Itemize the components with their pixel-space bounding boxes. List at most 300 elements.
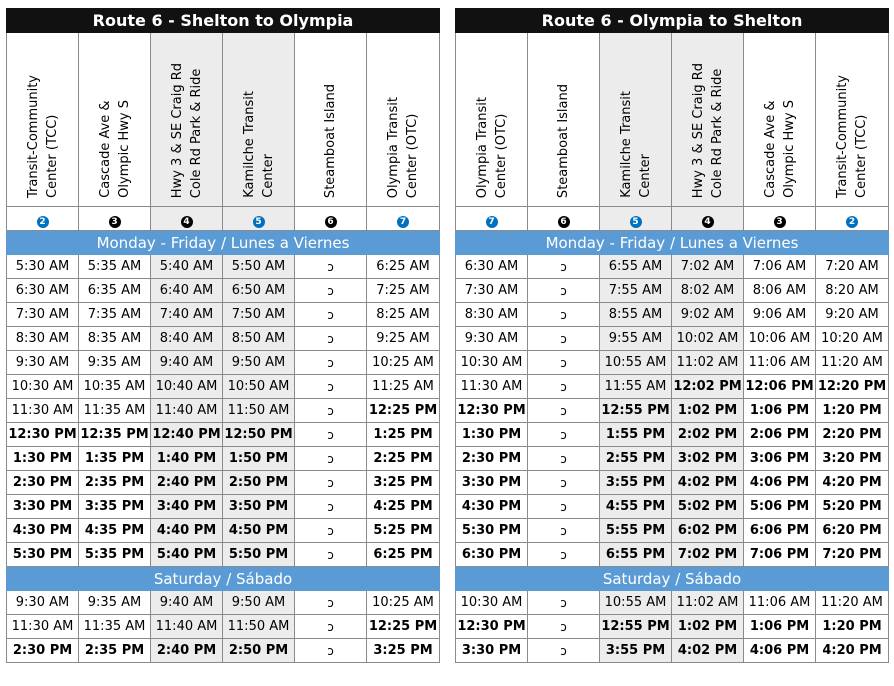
weekday-band: Monday - Friday / Lunes a Viernes — [7, 231, 440, 255]
time-cell: 4:55 PM — [600, 495, 672, 519]
time-cell: 9:30 AM — [456, 327, 528, 351]
stop-name-line: Transit-Community — [25, 75, 41, 198]
no-stop-cell: ɔ — [528, 615, 600, 639]
no-stop-cell: ɔ — [528, 303, 600, 327]
time-cell: 1:35 PM — [79, 447, 151, 471]
time-cell: 8:06 AM — [744, 279, 816, 303]
time-cell: 9:35 AM — [79, 351, 151, 375]
trip-row — [7, 375, 440, 399]
time-cell: 1:40 PM — [151, 447, 223, 471]
stop-name-line: Center (TCC) — [854, 114, 869, 198]
time-cell: 3:02 PM — [672, 447, 744, 471]
route-title-row — [7, 9, 440, 33]
time-cell: 12:25 PM — [367, 399, 440, 423]
time-cell: 6:20 PM — [816, 519, 889, 543]
time-cell: 2:50 PM — [223, 639, 295, 663]
time-cell: 1:55 PM — [600, 423, 672, 447]
time-cell: 1:20 PM — [816, 615, 889, 639]
stop-name-line: Cascade Ave & — [97, 100, 113, 198]
trip-row — [456, 495, 889, 519]
time-cell: 2:35 PM — [79, 471, 151, 495]
time-cell: 7:35 AM — [79, 303, 151, 327]
olympia-to-shelton-table — [455, 8, 889, 663]
no-stop-cell: ɔ — [295, 447, 367, 471]
time-cell: 3:55 PM — [600, 471, 672, 495]
time-cell: 8:30 AM — [7, 327, 79, 351]
no-stop-cell: ɔ — [295, 351, 367, 375]
no-stop-cell: ɔ — [295, 423, 367, 447]
no-stop-cell: ɔ — [295, 279, 367, 303]
time-cell: 5:55 PM — [600, 519, 672, 543]
time-cell: 3:25 PM — [367, 639, 440, 663]
trip-row — [7, 279, 440, 303]
stop-header-transit-community-center-tcc — [816, 33, 889, 207]
no-stop-cell: ɔ — [295, 519, 367, 543]
stop-name-line: Transit-Community — [835, 75, 850, 198]
time-cell: 7:40 AM — [151, 303, 223, 327]
time-cell: 1:06 PM — [744, 399, 816, 423]
time-cell: 6:55 AM — [600, 255, 672, 279]
trip-row — [7, 591, 440, 615]
stop-header-hwy-3-se-craig-rd-cole-rd-park-ride — [151, 33, 223, 207]
time-cell: 11:50 AM — [223, 399, 295, 423]
stop-header-row — [456, 33, 889, 207]
time-cell: 5:25 PM — [367, 519, 440, 543]
time-cell: 7:20 AM — [816, 255, 889, 279]
no-stop-cell: ɔ — [528, 591, 600, 615]
time-cell: 1:25 PM — [367, 423, 440, 447]
time-cell: 7:30 AM — [7, 303, 79, 327]
trip-row — [456, 279, 889, 303]
time-cell: 10:35 AM — [79, 375, 151, 399]
trip-row — [7, 423, 440, 447]
time-cell: 12:06 PM — [744, 375, 816, 399]
stop-number-cell — [151, 207, 223, 231]
trip-row — [456, 399, 889, 423]
route-title-row — [456, 9, 889, 33]
time-cell: 10:30 AM — [456, 351, 528, 375]
time-cell: 9:30 AM — [7, 351, 79, 375]
time-cell: 4:02 PM — [672, 639, 744, 663]
shelton-to-olympia-table — [6, 8, 440, 663]
stop-name-line: Olympic Hwy S — [116, 100, 132, 198]
trip-row — [7, 303, 440, 327]
time-cell: 11:06 AM — [744, 351, 816, 375]
stop-name — [96, 100, 134, 198]
time-cell: 6:30 PM — [456, 543, 528, 567]
trip-row — [456, 615, 889, 639]
time-cell: 9:50 AM — [223, 351, 295, 375]
time-cell: 9:55 AM — [600, 327, 672, 351]
time-cell: 10:55 AM — [600, 351, 672, 375]
time-cell: 7:55 AM — [600, 279, 672, 303]
time-cell: 6:30 AM — [7, 279, 79, 303]
time-cell: 2:06 PM — [744, 423, 816, 447]
stop-header-olympia-transit-center-otc — [456, 33, 528, 207]
time-cell: 5:35 PM — [79, 543, 151, 567]
stop-name — [240, 91, 278, 198]
trip-row — [7, 351, 440, 375]
time-cell: 12:35 PM — [79, 423, 151, 447]
stop-header-row — [7, 33, 440, 207]
time-cell: 2:30 PM — [456, 447, 528, 471]
time-cell: 3:50 PM — [223, 495, 295, 519]
no-stop-cell: ɔ — [528, 255, 600, 279]
time-cell: 11:30 AM — [456, 375, 528, 399]
time-cell: 5:20 PM — [816, 495, 889, 519]
stop-number-cell — [79, 207, 151, 231]
time-cell: 7:06 AM — [744, 255, 816, 279]
time-cell: 2:02 PM — [672, 423, 744, 447]
time-cell: 11:40 AM — [151, 615, 223, 639]
time-cell: 1:20 PM — [816, 399, 889, 423]
saturday-band-row — [456, 567, 889, 591]
time-cell: 6:30 AM — [456, 255, 528, 279]
time-cell: 5:50 PM — [223, 543, 295, 567]
time-cell: 10:30 AM — [7, 375, 79, 399]
stop-number-badge: 2 — [846, 216, 858, 228]
time-cell: 4:02 PM — [672, 471, 744, 495]
time-cell: 12:20 PM — [816, 375, 889, 399]
time-cell: 4:50 PM — [223, 519, 295, 543]
no-stop-cell: ɔ — [295, 375, 367, 399]
time-cell: 6:40 AM — [151, 279, 223, 303]
time-cell: 7:25 AM — [367, 279, 440, 303]
stop-number-badge: 5 — [253, 216, 265, 228]
time-cell: 2:55 PM — [600, 447, 672, 471]
stop-name-line: Cole Rd Park & Ride — [709, 68, 725, 198]
stop-number-badge: 7 — [486, 216, 498, 228]
time-cell: 2:25 PM — [367, 447, 440, 471]
time-cell: 4:20 PM — [816, 639, 889, 663]
stop-number-badge: 6 — [558, 216, 570, 228]
trip-row — [456, 351, 889, 375]
time-cell: 11:35 AM — [79, 399, 151, 423]
trip-row — [7, 447, 440, 471]
time-cell: 11:30 AM — [7, 399, 79, 423]
time-cell: 4:06 PM — [744, 471, 816, 495]
stop-number-cell — [672, 207, 744, 231]
time-cell: 3:30 PM — [456, 639, 528, 663]
time-cell: 8:55 AM — [600, 303, 672, 327]
time-cell: 11:55 AM — [600, 375, 672, 399]
time-cell: 3:25 PM — [367, 471, 440, 495]
route-title: Route 6 - Olympia to Shelton — [456, 9, 889, 33]
stop-header-cascade-ave-olympic-hwy-s — [79, 33, 151, 207]
time-cell: 1:06 PM — [744, 615, 816, 639]
time-cell: 10:40 AM — [151, 375, 223, 399]
time-cell: 10:02 AM — [672, 327, 744, 351]
no-stop-cell: ɔ — [295, 255, 367, 279]
trip-row — [7, 327, 440, 351]
no-stop-cell: ɔ — [295, 399, 367, 423]
time-cell: 8:25 AM — [367, 303, 440, 327]
saturday-band: Saturday / Sábado — [456, 567, 889, 591]
stop-name — [321, 84, 340, 198]
trip-row — [7, 495, 440, 519]
stop-name — [761, 100, 799, 198]
stop-number-badge: 3 — [109, 216, 121, 228]
stop-name-line: Cascade Ave & — [762, 100, 778, 198]
stop-name-line: Hwy 3 & SE Craig Rd — [690, 62, 706, 198]
time-cell: 5:30 PM — [456, 519, 528, 543]
trip-row — [456, 303, 889, 327]
time-cell: 11:30 AM — [7, 615, 79, 639]
time-cell: 11:25 AM — [367, 375, 440, 399]
time-cell: 8:30 AM — [456, 303, 528, 327]
time-cell: 12:25 PM — [367, 615, 440, 639]
time-cell: 12:30 PM — [456, 615, 528, 639]
time-cell: 8:50 AM — [223, 327, 295, 351]
time-cell: 10:06 AM — [744, 327, 816, 351]
trip-row — [456, 471, 889, 495]
trip-row — [456, 423, 889, 447]
stop-name-line: Olympia Transit — [386, 96, 401, 198]
no-stop-cell: ɔ — [295, 303, 367, 327]
time-cell: 9:40 AM — [151, 591, 223, 615]
stop-number-badge: 4 — [181, 216, 193, 228]
saturday-band: Saturday / Sábado — [7, 567, 440, 591]
trip-row — [7, 615, 440, 639]
no-stop-cell: ɔ — [528, 495, 600, 519]
time-cell: 7:02 PM — [672, 543, 744, 567]
trip-row — [456, 639, 889, 663]
time-cell: 12:55 PM — [600, 615, 672, 639]
time-cell: 10:25 AM — [367, 591, 440, 615]
no-stop-cell: ɔ — [295, 495, 367, 519]
no-stop-cell: ɔ — [528, 471, 600, 495]
trip-row — [456, 591, 889, 615]
trip-row — [456, 447, 889, 471]
stop-header-transit-community-center-tcc — [7, 33, 79, 207]
time-cell: 1:30 PM — [456, 423, 528, 447]
time-cell: 3:30 PM — [456, 471, 528, 495]
trip-row — [7, 543, 440, 567]
time-cell: 5:40 AM — [151, 255, 223, 279]
no-stop-cell: ɔ — [295, 591, 367, 615]
no-stop-cell: ɔ — [528, 279, 600, 303]
time-cell: 11:50 AM — [223, 615, 295, 639]
stop-number-cell — [367, 207, 440, 231]
time-cell: 9:25 AM — [367, 327, 440, 351]
time-cell: 11:35 AM — [79, 615, 151, 639]
time-cell: 2:50 PM — [223, 471, 295, 495]
time-cell: 9:02 AM — [672, 303, 744, 327]
trip-row — [7, 519, 440, 543]
stop-name-line: Kamilche Transit — [241, 91, 257, 198]
time-cell: 12:40 PM — [151, 423, 223, 447]
stop-name — [833, 75, 871, 198]
stop-name-line: Cole Rd Park & Ride — [188, 68, 204, 198]
no-stop-cell: ɔ — [528, 375, 600, 399]
no-stop-cell: ɔ — [528, 423, 600, 447]
stop-name-line: Center (OTC) — [493, 113, 509, 198]
time-cell: 6:25 PM — [367, 543, 440, 567]
no-stop-cell: ɔ — [295, 471, 367, 495]
stop-name — [617, 91, 655, 198]
time-cell: 7:30 AM — [456, 279, 528, 303]
time-cell: 5:30 AM — [7, 255, 79, 279]
stop-name-line: Center (OTC) — [405, 113, 420, 198]
time-cell: 12:30 PM — [7, 423, 79, 447]
trip-row — [7, 399, 440, 423]
stop-number-badge: 5 — [630, 216, 642, 228]
time-cell: 9:30 AM — [7, 591, 79, 615]
time-cell: 10:20 AM — [816, 327, 889, 351]
no-stop-cell: ɔ — [528, 351, 600, 375]
stop-number-badge: 4 — [702, 216, 714, 228]
time-cell: 3:20 PM — [816, 447, 889, 471]
stop-header-cascade-ave-olympic-hwy-s — [744, 33, 816, 207]
time-cell: 1:30 PM — [7, 447, 79, 471]
time-cell: 1:02 PM — [672, 399, 744, 423]
time-cell: 2:20 PM — [816, 423, 889, 447]
time-cell: 11:02 AM — [672, 591, 744, 615]
time-cell: 9:50 AM — [223, 591, 295, 615]
time-cell: 3:55 PM — [600, 639, 672, 663]
time-cell: 11:20 AM — [816, 591, 889, 615]
time-cell: 5:02 PM — [672, 495, 744, 519]
route-title: Route 6 - Shelton to Olympia — [7, 9, 440, 33]
time-cell: 4:30 PM — [7, 519, 79, 543]
stop-number-cell — [7, 207, 79, 231]
time-cell: 7:02 AM — [672, 255, 744, 279]
stop-name — [554, 84, 573, 198]
stop-number-badge: 7 — [397, 216, 409, 228]
stop-name-line: Center — [260, 154, 276, 198]
time-cell: 9:20 AM — [816, 303, 889, 327]
time-cell: 5:06 PM — [744, 495, 816, 519]
time-cell: 2:35 PM — [79, 639, 151, 663]
time-cell: 3:35 PM — [79, 495, 151, 519]
time-cell: 11:06 AM — [744, 591, 816, 615]
stop-header-kamilche-transit-center — [223, 33, 295, 207]
time-cell: 5:50 AM — [223, 255, 295, 279]
trip-row — [456, 519, 889, 543]
time-cell: 11:02 AM — [672, 351, 744, 375]
stop-header-kamilche-transit-center — [600, 33, 672, 207]
time-cell: 8:40 AM — [151, 327, 223, 351]
stop-number-row — [456, 207, 889, 231]
time-cell: 11:40 AM — [151, 399, 223, 423]
stop-header-steamboat-island — [295, 33, 367, 207]
time-cell: 6:55 PM — [600, 543, 672, 567]
stop-number-badge: 6 — [325, 216, 337, 228]
time-cell: 12:30 PM — [456, 399, 528, 423]
time-cell: 2:40 PM — [151, 639, 223, 663]
no-stop-cell: ɔ — [295, 327, 367, 351]
time-cell: 12:50 PM — [223, 423, 295, 447]
stop-number-cell — [528, 207, 600, 231]
weekday-band: Monday - Friday / Lunes a Viernes — [456, 231, 889, 255]
time-cell: 1:02 PM — [672, 615, 744, 639]
time-cell: 4:25 PM — [367, 495, 440, 519]
stop-number-cell — [744, 207, 816, 231]
weekday-band-row — [456, 231, 889, 255]
stop-name — [473, 97, 511, 198]
no-stop-cell: ɔ — [295, 615, 367, 639]
no-stop-cell: ɔ — [528, 543, 600, 567]
weekday-band-row — [7, 231, 440, 255]
time-cell: 4:20 PM — [816, 471, 889, 495]
no-stop-cell: ɔ — [528, 519, 600, 543]
stop-number-row — [7, 207, 440, 231]
stop-name — [384, 97, 422, 198]
trip-row — [456, 543, 889, 567]
time-cell: 9:40 AM — [151, 351, 223, 375]
time-cell: 4:06 PM — [744, 639, 816, 663]
no-stop-cell: ɔ — [528, 639, 600, 663]
stop-name — [689, 63, 727, 198]
time-cell: 7:50 AM — [223, 303, 295, 327]
time-cell: 2:40 PM — [151, 471, 223, 495]
time-cell: 3:06 PM — [744, 447, 816, 471]
stop-name-line: Kamilche Transit — [618, 91, 634, 198]
stop-name-line: Olympic Hwy S — [781, 100, 797, 198]
no-stop-cell: ɔ — [295, 639, 367, 663]
stop-header-olympia-transit-center-otc — [367, 33, 440, 207]
time-cell: 11:20 AM — [816, 351, 889, 375]
stop-number-cell — [295, 207, 367, 231]
stop-number-cell — [816, 207, 889, 231]
stop-number-cell — [456, 207, 528, 231]
stop-header-hwy-3-se-craig-rd-cole-rd-park-ride — [672, 33, 744, 207]
time-cell: 10:30 AM — [456, 591, 528, 615]
time-cell: 8:02 AM — [672, 279, 744, 303]
time-cell: 6:35 AM — [79, 279, 151, 303]
saturday-band-row — [7, 567, 440, 591]
time-cell: 6:50 AM — [223, 279, 295, 303]
time-cell: 5:40 PM — [151, 543, 223, 567]
trip-row — [456, 255, 889, 279]
no-stop-cell: ɔ — [528, 447, 600, 471]
time-cell: 9:35 AM — [79, 591, 151, 615]
time-cell: 12:55 PM — [600, 399, 672, 423]
time-cell: 6:25 AM — [367, 255, 440, 279]
time-cell: 4:40 PM — [151, 519, 223, 543]
time-cell: 8:35 AM — [79, 327, 151, 351]
time-cell: 10:55 AM — [600, 591, 672, 615]
trip-row — [7, 471, 440, 495]
stop-number-cell — [223, 207, 295, 231]
stop-name-line: Hwy 3 & SE Craig Rd — [169, 62, 185, 198]
stop-name — [24, 75, 62, 198]
time-cell: 9:06 AM — [744, 303, 816, 327]
trip-row — [7, 639, 440, 663]
time-cell: 10:25 AM — [367, 351, 440, 375]
time-cell: 5:30 PM — [7, 543, 79, 567]
stop-name-line: Center (TCC) — [44, 114, 60, 198]
no-stop-cell: ɔ — [528, 399, 600, 423]
stop-name-line: Steamboat Island — [323, 83, 338, 198]
time-cell: 3:40 PM — [151, 495, 223, 519]
trip-row — [7, 255, 440, 279]
time-cell: 12:02 PM — [672, 375, 744, 399]
time-cell: 7:06 PM — [744, 543, 816, 567]
time-cell: 1:50 PM — [223, 447, 295, 471]
time-cell: 4:35 PM — [79, 519, 151, 543]
stop-name-line: Steamboat Island — [556, 83, 571, 198]
stop-name-line: Olympia Transit — [474, 96, 490, 198]
no-stop-cell: ɔ — [295, 543, 367, 567]
trip-row — [456, 327, 889, 351]
time-cell: 5:35 AM — [79, 255, 151, 279]
stop-name-line: Center — [637, 154, 653, 198]
time-cell: 6:06 PM — [744, 519, 816, 543]
no-stop-cell: ɔ — [528, 327, 600, 351]
stop-number-cell — [600, 207, 672, 231]
time-cell: 7:20 PM — [816, 543, 889, 567]
